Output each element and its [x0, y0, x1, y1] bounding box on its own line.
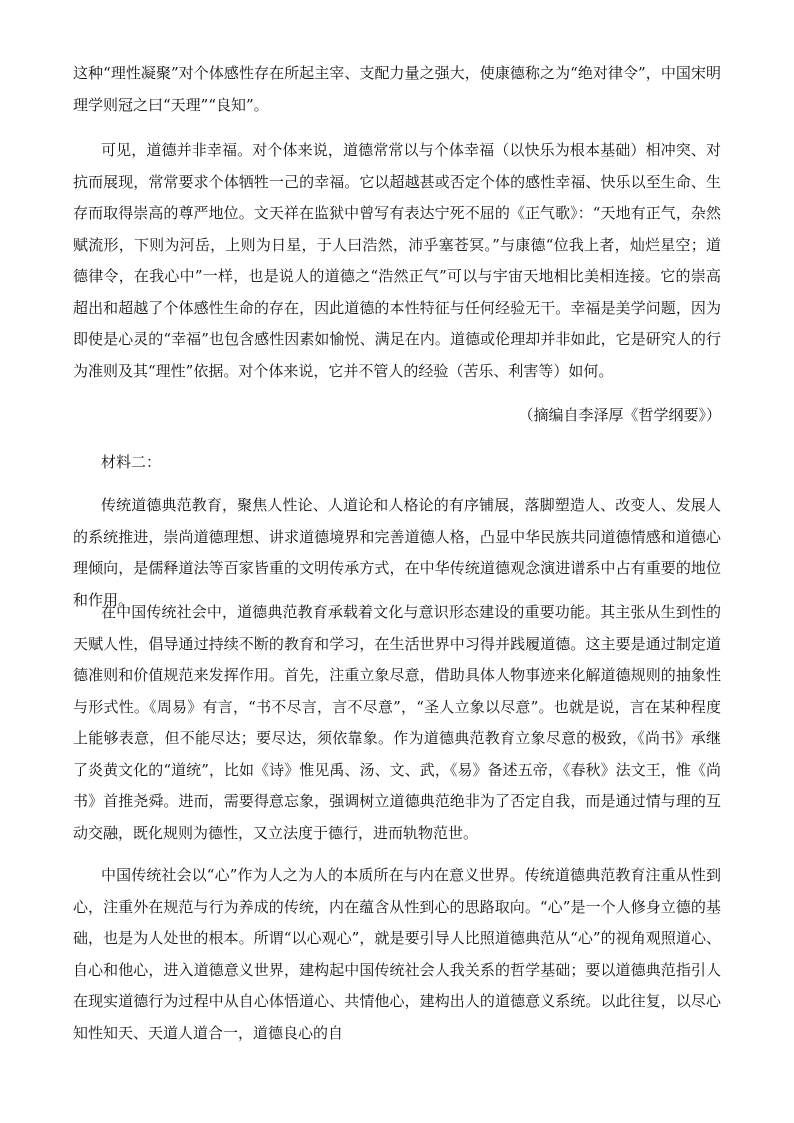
source-citation: （摘编自李泽厚《哲学纲要》）: [518, 406, 721, 424]
paragraph-3: 传统道德典范教育，聚焦人性论、人道论和人格论的有序铺展，落脚塑造人、改变人、发展人的系统推进，崇尚道德理想、讲求道德境界和完善道德人格，凸显中华民族共同道德情感和道德心理倾向，是儒释道法等百家皆重的文明传承方式，在中华传统道德观念演进谱系中占有重要的地位和作用。: [73, 496, 721, 609]
section-heading-material-2: 材料二：: [101, 453, 162, 471]
paragraph-4: 在中国传统社会中，道德典范教育承载着文化与意识形态建设的重要功能。其主张从生到性的天赋人性，倡导通过持续不断的教育和学习，在生活世界中习得并践履道德。这主要是通过制定道德准则和价值规范来发挥作用。首先，注重立象尽意，借助具体人物事迹来化解道德规则的抽象性与形式性。《周易》有言，“书不尽言，言不尽意”，“圣人立象以尽意”。也就是说，言在某种程度上能够表意，但不能尽达；要尽达，须依靠象。作为道德典范教育立象尽意的极致，《尚书》承继了炎黄文化的“道统”，比如《诗》惟见禹、汤、文、武，《易》备述五帝，《春秋》法文王，惟《尚书》首推尧舜。进而，需要得意忘象，强调树立道德典范绝非为了否定自我，而是通过情与理的互动交融，既化规则为德性，又立法度于德行，进而轨物范世。: [73, 603, 721, 842]
paragraph-2: 可见，道德并非幸福。对个体来说，道德常常以与个体幸福（以快乐为根本基础）相冲突、对抗而展现，常常要求个体牺牲一己的幸福。它以超越甚或否定个体的感性幸福、快乐以至生命、生存而取得崇高的尊严地位。文天祥在监狱中曾写有表达宁死不屈的《正气歌》：“天地有正气，杂然赋流形，下则为河岳，上则为日星，于人曰浩然，沛乎塞苍冥。”与康德“位我上者，灿烂星空；道德律令，在我心中”一样，也是说人的道德之“浩然正气”可以与宇宙天地相比美相连接。它的崇高超出和超越了个体感性生命的存在，因此道德的本性特征与任何经验无干。幸福是美学问题，因为即使是心灵的“幸福”也包含感性因素如愉悦、满足在内。道德或伦理却并非如此，它是研究人的行为准则及其“理性”依据。对个体来说，它并不管人的经验（苦乐、利害等）如何。: [73, 141, 721, 380]
paragraph-1: 这种“理性凝聚”对个体感性存在所起主宰、支配力量之强大，使康德称之为“绝对律令”，中国宋明理学则冠之曰“天理”“良知”。: [73, 64, 721, 114]
paragraph-5: 中国传统社会以“心”作为人之为人的本质所在与内在意义世界。传统道德典范教育注重从性到心，注重外在规范与行为养成的传统，内在蕴含从性到心的思路取向。“心”是一个人修身立德的基础，也是为人处世的根本。所谓“以心观心”，就是要引导人比照道德典范从“心”的视角观照道心、自心和他心，进入道德意义世界，建构起中国传统社会人我关系的哲学基础；要以道德典范指引人在现实道德行为过程中从自心体悟道心、共情他心，建构出人的道德意义系统。以此往复，以尽心知性知天、天道人道合一，道德良心的自: [73, 866, 721, 1042]
